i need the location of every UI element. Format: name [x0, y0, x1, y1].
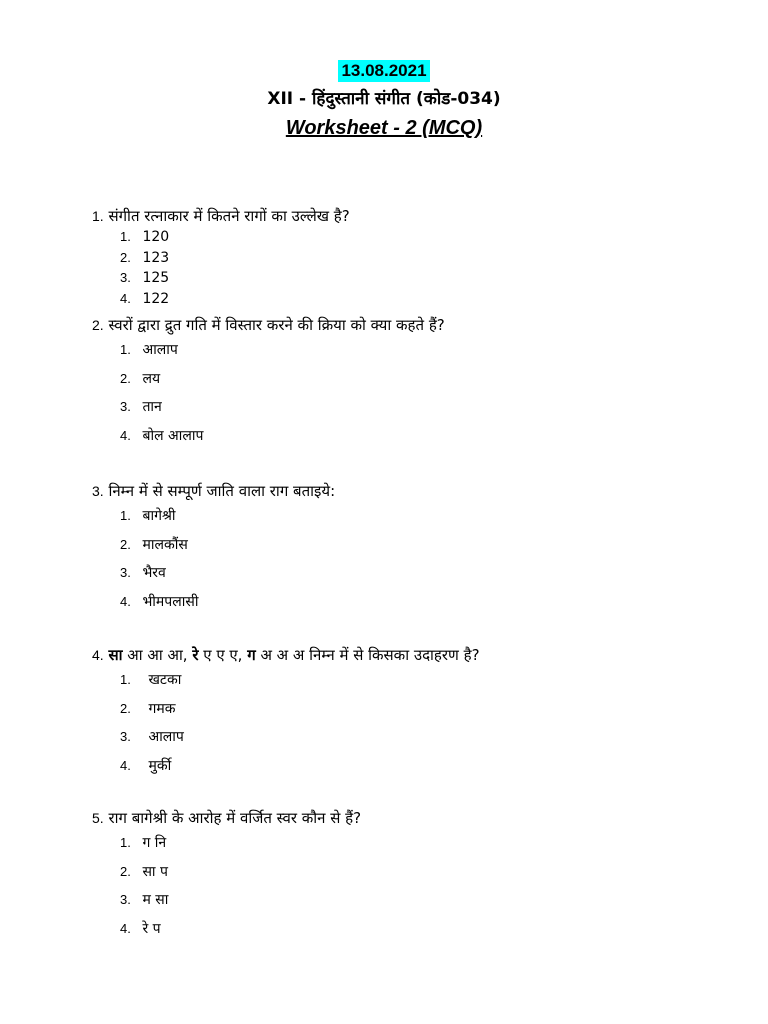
option-number: 1.: [120, 508, 131, 523]
question-prompt: संगीत रत्नाकार में कितने रागों का उल्लेख है?: [108, 207, 350, 225]
option-number: 4.: [120, 427, 131, 443]
option-text: मालकौंस: [142, 536, 188, 553]
option-number: 2.: [120, 863, 131, 879]
option-number: 1.: [120, 229, 131, 244]
option-item: [120, 422, 732, 451]
option-number: 4.: [120, 290, 131, 306]
option-number: 3.: [120, 399, 131, 414]
option-text: म सा: [142, 892, 169, 908]
option-number: 2.: [120, 700, 131, 716]
option-item: [120, 559, 732, 588]
option-text: भीमपलासी: [142, 593, 199, 610]
option-item: [120, 531, 732, 560]
question-text: [92, 205, 732, 227]
option-text: खटका: [148, 672, 182, 688]
option-item: [120, 393, 732, 422]
question-text: [92, 314, 732, 336]
option-item: [120, 365, 732, 394]
option-item: [120, 915, 732, 944]
subject-title: XII - हिंदुस्तानी संगीत (कोड-034): [267, 89, 501, 109]
option-item: [120, 248, 732, 269]
options-list: [92, 829, 732, 943]
option-item: [120, 666, 732, 695]
question-prompt-part: ए ए ए,: [198, 646, 248, 664]
option-text: 120: [142, 229, 170, 245]
option-item: [120, 695, 732, 724]
question-number: 1.: [92, 208, 104, 224]
option-item: [120, 752, 732, 781]
option-text: सा प: [142, 863, 168, 880]
swar-re: रे: [192, 646, 199, 664]
swar-sa: सा: [108, 646, 123, 664]
option-number: 2.: [120, 536, 131, 552]
question-prompt-part: आ आ आ,: [122, 646, 193, 664]
options-list: [92, 227, 732, 309]
question-text: [92, 480, 732, 502]
options-list: [92, 336, 732, 450]
question-5: [92, 807, 732, 943]
option-text: आलाप: [142, 342, 178, 358]
question-number: 5.: [92, 810, 104, 826]
option-text: बागेश्री: [142, 508, 176, 524]
option-item: [120, 588, 732, 617]
option-number: 1.: [120, 342, 131, 357]
question-2: [92, 314, 732, 450]
option-number: 1.: [120, 672, 131, 687]
option-item: [120, 723, 732, 752]
worksheet-title: Worksheet - 2 (MCQ): [285, 117, 483, 139]
question-4: [92, 644, 732, 780]
option-number: 3.: [120, 892, 131, 907]
options-list: [92, 666, 732, 780]
option-text: बोल आलाप: [142, 427, 204, 444]
question-number: 2.: [92, 317, 104, 333]
option-item: [120, 502, 732, 531]
question-1: [92, 205, 732, 309]
option-item: [120, 858, 732, 887]
option-text: तान: [142, 399, 162, 415]
option-text: लय: [142, 370, 161, 387]
option-number: 1.: [120, 835, 131, 850]
option-number: 4.: [120, 920, 131, 936]
option-item: [120, 336, 732, 365]
swar-ga: ग: [247, 646, 256, 664]
option-text: 125: [142, 270, 170, 286]
option-text: 123: [142, 249, 170, 266]
option-item: [120, 227, 732, 248]
question-3: [92, 480, 732, 616]
option-number: 3.: [120, 270, 131, 285]
options-list: [92, 502, 732, 616]
option-item: [120, 886, 732, 915]
question-number: 4.: [92, 647, 104, 663]
date-highlight: 13.08.2021: [338, 60, 429, 82]
option-item: [120, 268, 732, 289]
option-text: भैरव: [142, 565, 166, 581]
option-item: [120, 289, 732, 310]
option-number: 4.: [120, 757, 131, 773]
option-text: 122: [142, 290, 170, 307]
option-number: 2.: [120, 249, 131, 265]
option-text: गमक: [148, 700, 176, 717]
question-text: [92, 644, 732, 666]
question-prompt: राग बागेश्री के आरोह में वर्जित स्वर कौन से हैं?: [108, 809, 362, 827]
worksheet-header: [0, 60, 768, 141]
option-text: आलाप: [148, 729, 184, 745]
question-prompt: स्वरों द्वारा द्रुत गति में विस्तार करने की क्रिया को क्या कहते हैं?: [108, 316, 445, 334]
question-prompt: निम्न में से सम्पूर्ण जाति वाला राग बताइये:: [108, 482, 336, 500]
question-text: [92, 807, 732, 829]
option-text: मुर्की: [148, 757, 172, 774]
option-number: 3.: [120, 565, 131, 580]
question-prompt-part: अ अ अ निम्न में से किसका उदाहरण है?: [255, 646, 480, 664]
option-text: रे प: [142, 920, 161, 937]
option-number: 4.: [120, 593, 131, 609]
question-number: 3.: [92, 483, 104, 499]
option-number: 3.: [120, 729, 131, 744]
option-number: 2.: [120, 370, 131, 386]
option-text: ग नि: [142, 835, 167, 851]
option-item: [120, 829, 732, 858]
